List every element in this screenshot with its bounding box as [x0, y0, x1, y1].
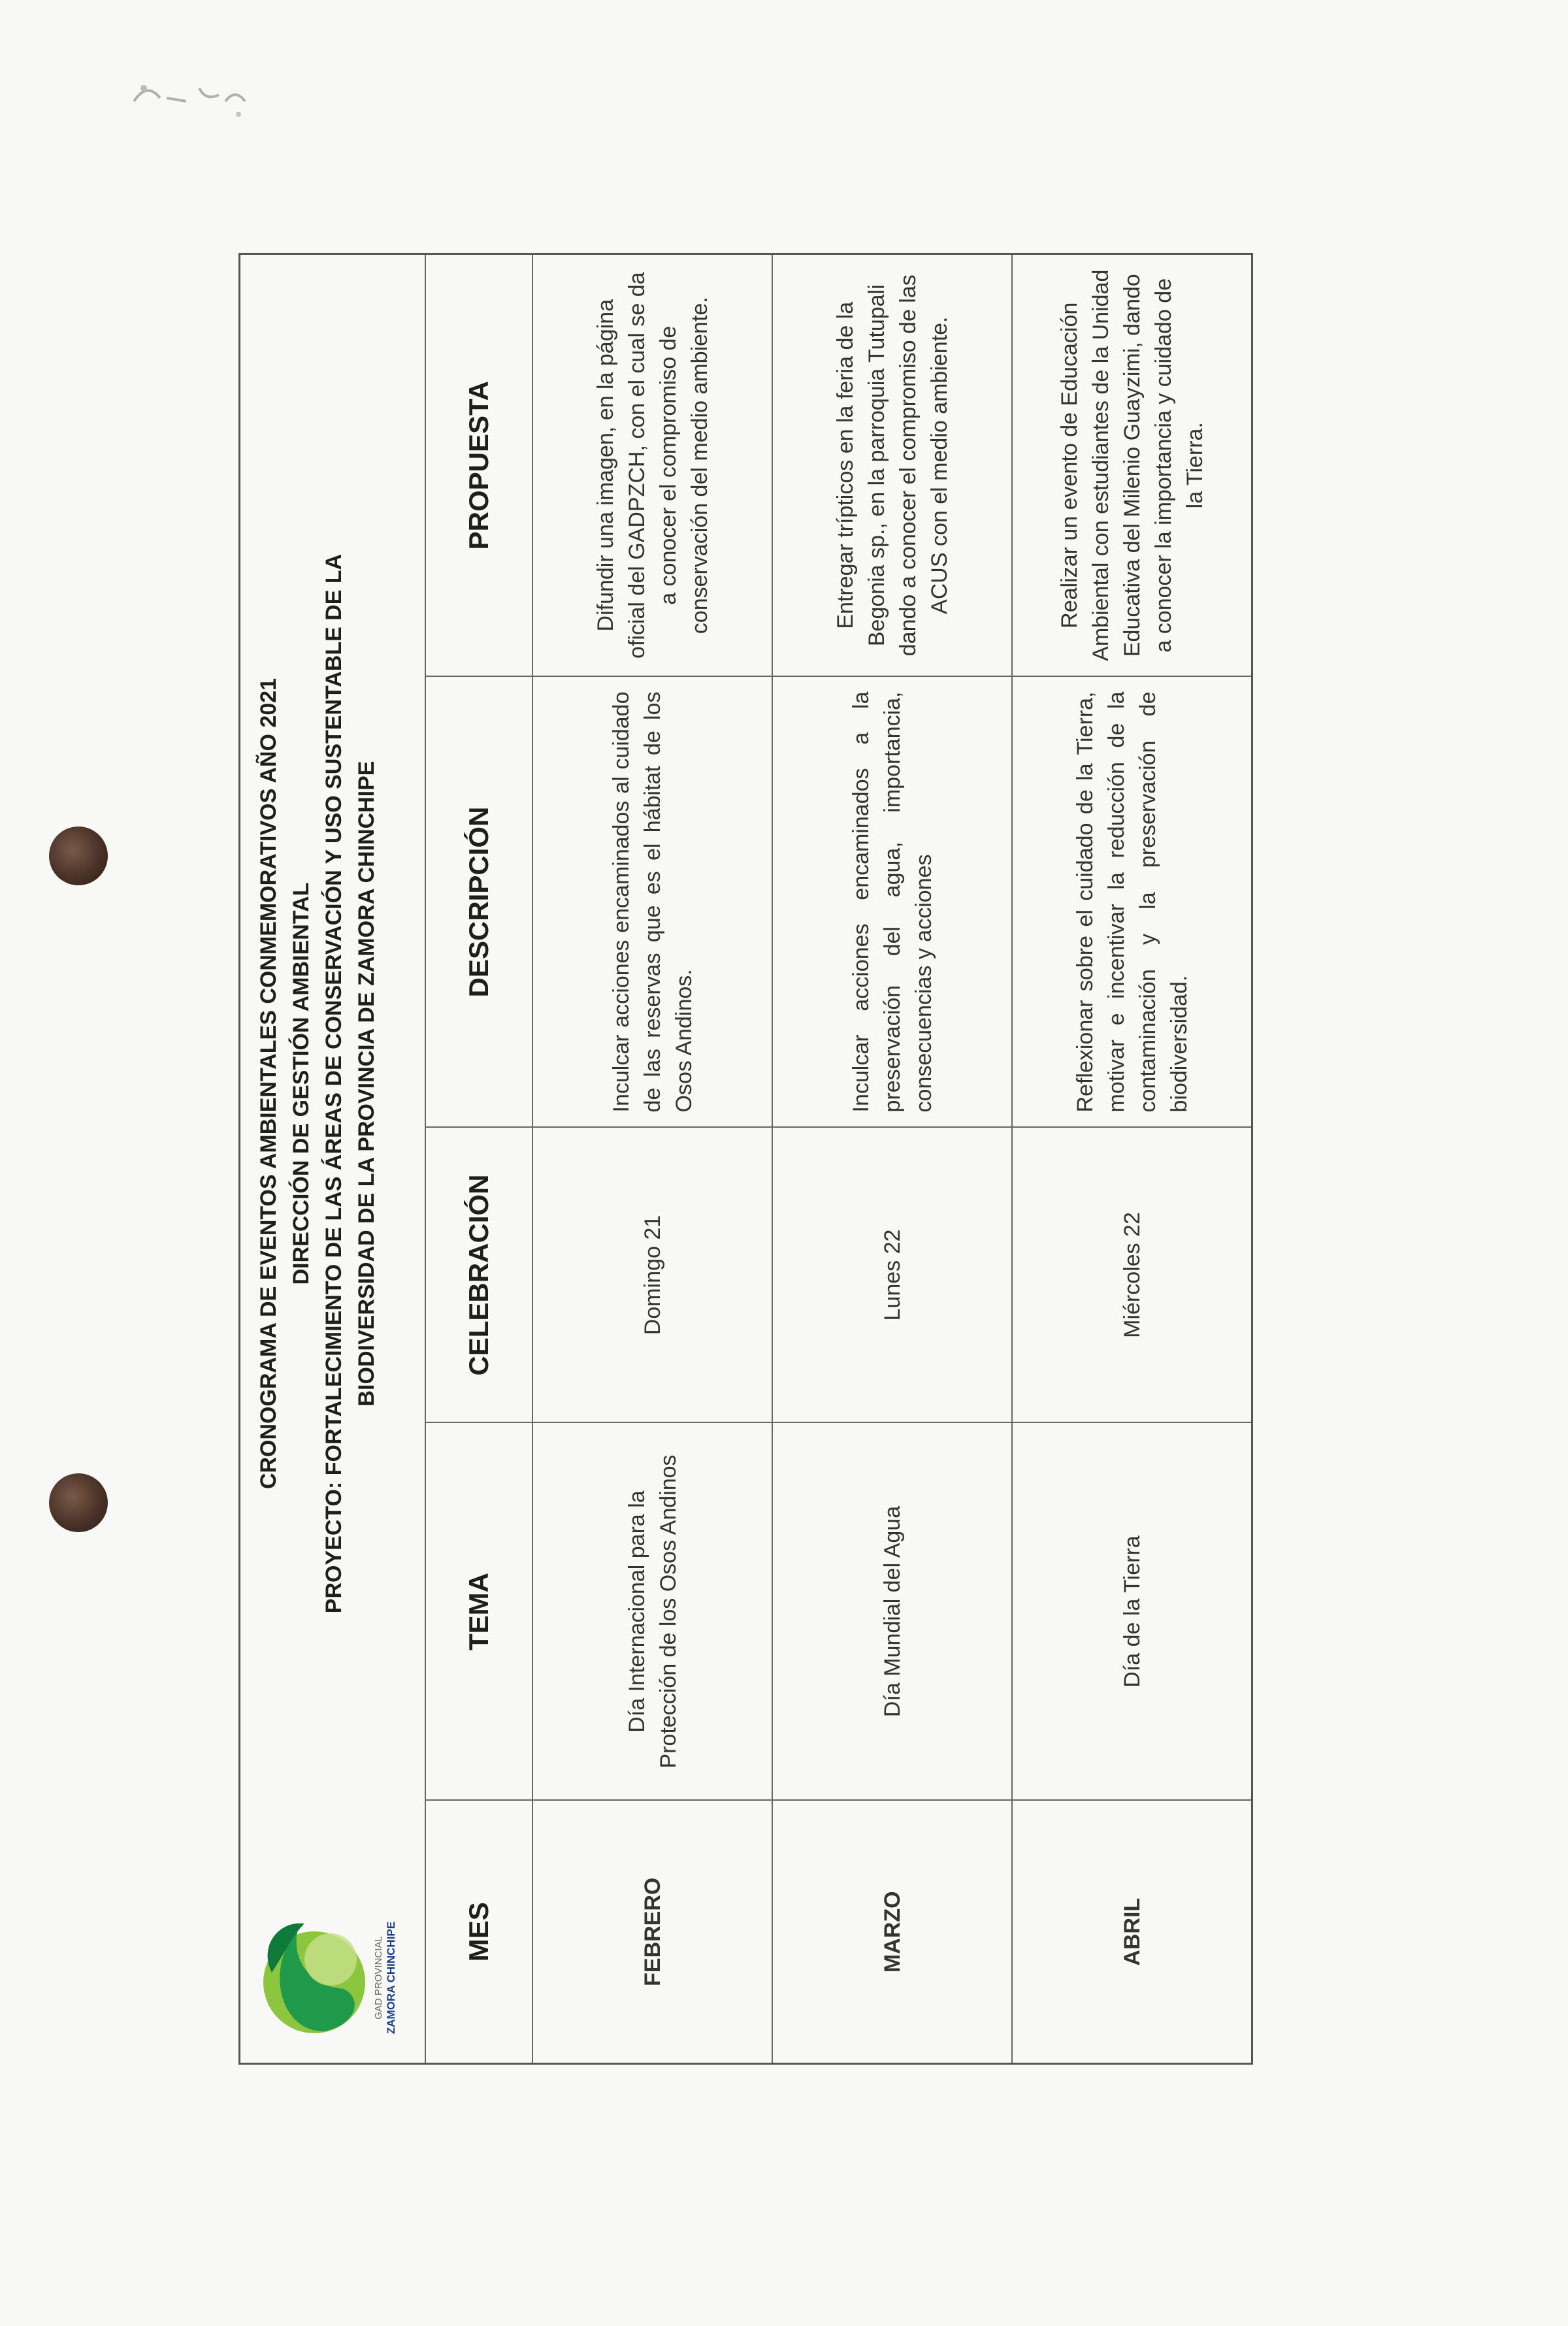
cell-tema: Día Mundial del Agua: [772, 1423, 1012, 1801]
schedule-table: [238, 253, 1253, 2065]
cell-celebracion: Lunes 22: [772, 1128, 1012, 1423]
column-header-descripcion: DESCRIPCIÓN: [425, 677, 532, 1128]
column-header-propuesta: PROPUESTA: [425, 254, 532, 676]
scan-smudge: [127, 62, 258, 134]
cell-mes: FEBRERO: [532, 1801, 772, 2064]
table-title-cell: [240, 254, 426, 2063]
cell-mes: ABRIL: [1012, 1801, 1252, 2064]
project-line-2: BIODIVERSIDAD DE LA PROVINCIA DE ZAMORA CHINCHIPE: [354, 761, 379, 1407]
cell-propuesta: Entregar trípticos en la feria de la Begonia sp., en la parroquia Tutupali dando a conocer el compromiso de las ACUS con el medio ambiente.: [772, 254, 1012, 676]
cell-propuesta: Difundir una imagen, en la página oficial del GADPZCH, con el cual se da a conocer el compromiso de conservación del medio ambiente.: [532, 254, 772, 676]
cell-tema: Día de la Tierra: [1012, 1423, 1252, 1801]
column-header-tema: TEMA: [425, 1423, 532, 1801]
document-title: CRONOGRAMA DE EVENTOS AMBIENTALES CONMEMORATIVOS AÑO 2021: [256, 678, 281, 1490]
cell-celebracion: Domingo 21: [532, 1128, 772, 1423]
rotated-page: [238, 255, 1225, 2065]
zamora-chinchipe-logo: [252, 1910, 399, 2044]
table-row: [1012, 254, 1252, 2063]
cell-mes: MARZO: [772, 1801, 1012, 2064]
cell-descripcion: Inculcar acciones encaminados a la preservación del agua, importancia, consecuencias y acciones: [772, 677, 1012, 1128]
table-row: [772, 254, 1012, 2063]
cell-descripcion: Inculcar acciones encaminados al cuidado de las reservas que es el hábitat de los Osos Andinos.: [532, 677, 772, 1128]
cell-propuesta: Realizar un evento de Educación Ambiental con estudiantes de la Unidad Educativa del Milenio Guayzimi, dando a conocer la importancia y cuidado de la Tierra.: [1012, 254, 1252, 676]
project-line-1: PROYECTO: FORTALECIMIENTO DE LAS ÁREAS DE CONSERVACIÓN Y USO SUSTENTABLE DE LA: [321, 553, 346, 1614]
title-block: [252, 274, 383, 1893]
punch-hole-bottom: [49, 1473, 108, 1532]
cell-celebracion: Miércoles 22: [1012, 1128, 1252, 1423]
cell-descripcion: Reflexionar sobre el cuidado de la Tierra, motivar e incentivar la reducción de la contaminación y la preservación de biodiversidad.: [1012, 677, 1252, 1128]
table-header-row: [425, 254, 532, 2063]
cell-tema: Día Internacional para la Protección de los Osos Andinos: [532, 1423, 772, 1801]
punch-hole-top: [49, 827, 108, 885]
logo-org-line2: ZAMORA CHINCHIPE: [385, 1921, 397, 2035]
column-header-celebracion: CELEBRACIÓN: [425, 1128, 532, 1423]
direction-name: DIRECCIÓN DE GESTIÓN AMBIENTAL: [289, 882, 314, 1285]
table-row: [532, 254, 772, 2063]
logo-org-line1: GAD PROVINCIAL: [373, 1936, 384, 2020]
column-header-mes: MES: [425, 1801, 532, 2064]
